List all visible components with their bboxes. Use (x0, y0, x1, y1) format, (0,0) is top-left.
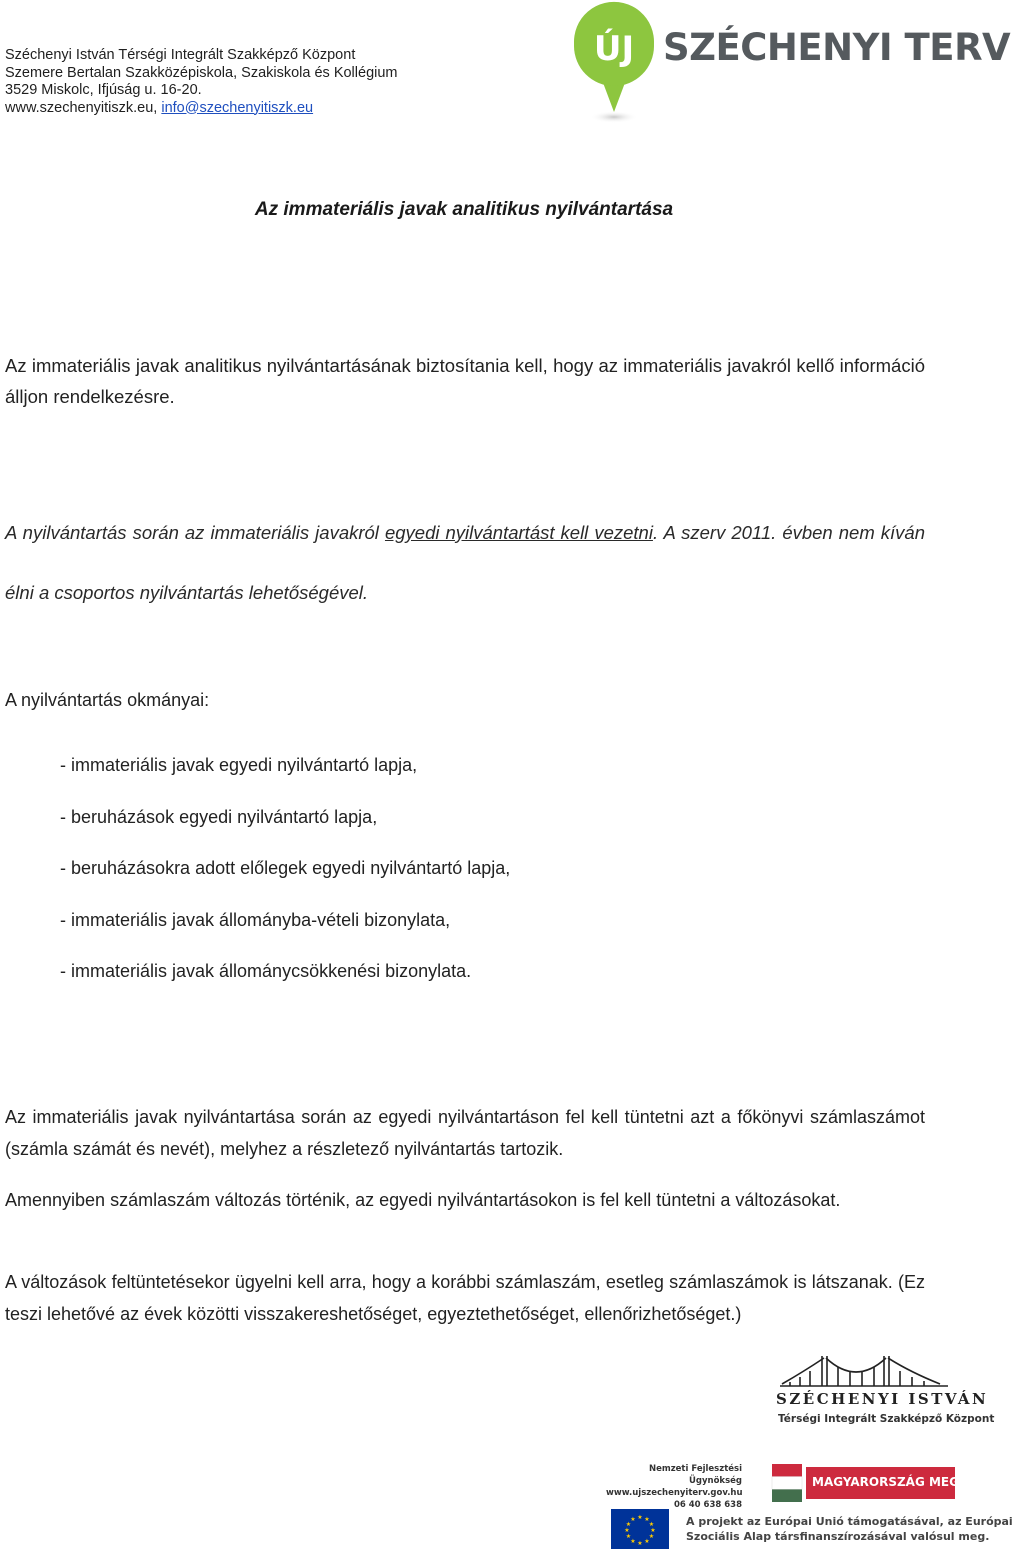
website-link[interactable]: www.szechenyitiszk.eu (5, 99, 154, 116)
eu-funding-notice (686, 1514, 1013, 1544)
svg-text:★: ★ (637, 1514, 643, 1521)
register-text-b: . A szerv 2011. évben nem kíván élni a csoportos nyilvántartás lehetőségével. (5, 522, 925, 603)
school-subtitle: Térségi Integrált Szakképző Központ (778, 1413, 995, 1425)
agency-name: Nemzeti Fejlesztési Ügynökség (648, 1464, 742, 1486)
account-change-paragraph: Amennyiben számlaszám változás történik, az egyedi nyilvántartásokon is fel kell tüntetni a változásokat. (5, 1190, 841, 1210)
register-paragraph (5, 503, 925, 623)
list-item: - beruházásokra adott előlegek egyedi nyilvántartó lapja, (60, 858, 511, 878)
intro-paragraph: Az immateriális javak analitikus nyilvántartásának biztosítania kell, hogy az immateriális javakról kellő információ álljon rendelkezésre. (5, 355, 925, 407)
org-contact-line (5, 100, 398, 118)
org-school-line: Szemere Bertalan Szakközépiskola, Szakiskola és Kollégium (5, 64, 398, 81)
svg-text:★: ★ (644, 1516, 650, 1523)
contact-separator: , (153, 99, 162, 116)
register-text-a: A nyilvántartás során az immateriális javakról (5, 522, 385, 543)
register-emphasis: egyedi nyilvántartást kell vezetni (384, 522, 653, 543)
svg-text:★: ★ (630, 1516, 636, 1523)
agency-info (606, 1463, 742, 1511)
org-address-line: 3529 Miskolc, Ifjúság u. 16-20. (5, 82, 202, 98)
agency-phone: 06 40 638 638 (673, 1500, 742, 1510)
eu-notice-line2: Szociális Alap társfinanszírozásával valósul meg. (686, 1530, 990, 1543)
eu-flag-icon (611, 1509, 669, 1549)
plan-name-text: SZÉCHENYI TERV (663, 26, 1011, 69)
header-organization (5, 47, 398, 117)
svg-text:★: ★ (630, 1538, 636, 1545)
svg-text:★: ★ (648, 1521, 655, 1528)
list-item: - beruházások egyedi nyilvántartó lapja, (60, 806, 378, 827)
page-title: Az immateriális javak analitikus nyilvántartása (254, 199, 674, 220)
org-name-line: Széchenyi István Térségi Integrált Szakképző Központ (5, 47, 356, 63)
uj-badge-text: ÚJ (593, 29, 635, 69)
agency-website: www.ujszechenyiterv.gov.hu (606, 1488, 743, 1498)
documents-heading: A nyilvántartás okmányai: (5, 690, 210, 710)
svg-text:★: ★ (624, 1527, 630, 1534)
list-item: - immateriális javak egyedi nyilvántartó lapja, (60, 755, 418, 775)
history-paragraph: A változások feltüntetésekor ügyelni kell arra, hogy a korábbi számlaszám, esetleg számlaszámok is látszanak. (Ez teszi lehetővé az évek közötti visszakereshetőséget, egyeztethetőséget, ellenőrizhetőséget.) (5, 1272, 925, 1324)
svg-text:★: ★ (625, 1521, 632, 1528)
hungary-slogan: MAGYARORSZÁG MEGÚJUL (812, 1475, 991, 1489)
svg-text:★: ★ (625, 1533, 632, 1540)
eu-notice-line1: A projekt az Európai Unió támogatásával, az Európai (686, 1515, 1013, 1528)
svg-text:★: ★ (637, 1540, 643, 1547)
list-item: - immateriális javak állományba-vételi bizonylata, (60, 909, 451, 930)
list-item: - immateriális javak állománycsökkenési bizonylata. (60, 961, 472, 981)
email-link[interactable]: info@szechenyitiszk.eu (161, 99, 314, 116)
school-name: SZÉCHENYI ISTVÁN (776, 1390, 989, 1408)
ledger-paragraph: Az immateriális javak nyilvántartása során az egyedi nyilvántartáson fel kell tüntetni azt a főkönyvi számlaszámot (számla számát és nevét), melyhez a részletező nyilvántartás tartozik. (5, 1107, 925, 1159)
svg-text:★: ★ (644, 1538, 650, 1545)
documents-list (60, 740, 510, 998)
svg-text:★: ★ (648, 1533, 655, 1540)
svg-text:★: ★ (650, 1527, 656, 1534)
